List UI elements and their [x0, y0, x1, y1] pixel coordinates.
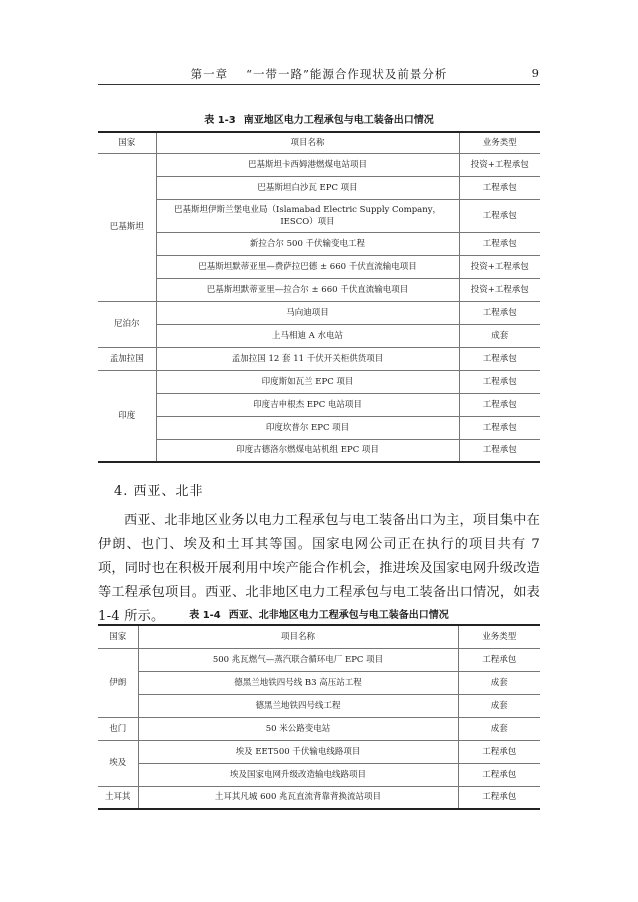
country-cell: 巴基斯坦: [98, 153, 156, 301]
table-row: [98, 199, 540, 232]
country-cell: 伊朗: [98, 648, 138, 717]
table-row: [98, 232, 540, 255]
type-cell: 投资+工程承包: [459, 255, 540, 278]
table-row: [98, 393, 540, 416]
table2-header-row: [98, 625, 540, 648]
project-cell: 印度吉申根杰 EPC 电站项目: [156, 393, 459, 416]
table-row: [98, 439, 540, 462]
table-row: [98, 763, 540, 786]
table1-caption-text: 南亚地区电力工程承包与电工装备出口情况: [243, 115, 434, 126]
table1-header-row: [98, 132, 540, 153]
chapter-title: [98, 66, 540, 82]
table-row: [98, 301, 540, 324]
table-row: [98, 153, 540, 176]
type-cell: 成套: [458, 671, 540, 694]
country-cell: 印度: [98, 370, 156, 462]
table-row: [98, 278, 540, 301]
type-cell: 成套: [458, 717, 540, 740]
country-cell: 孟加拉国: [98, 347, 156, 370]
table-row: [98, 694, 540, 717]
table1-caption: [98, 111, 540, 126]
project-cell: 土耳其凡城 600 兆瓦直流背靠背换流站项目: [138, 786, 458, 809]
project-cell: 马向迪项目: [156, 301, 459, 324]
header-project: 项目名称: [156, 132, 459, 153]
type-cell: 工程承包: [458, 786, 540, 809]
table2-caption-number: 表 1-4: [189, 610, 221, 621]
table-row: [98, 717, 540, 740]
table2-caption-text: 西亚、北非地区电力工程承包与电工装备出口情况: [228, 610, 449, 621]
project-cell: 印度古德洛尔燃煤电站机组 EPC 项目: [156, 439, 459, 462]
project-cell: 50 米公路变电站: [138, 717, 458, 740]
table-row: [98, 176, 540, 199]
project-cell: 巴基斯坦默蒂亚里—费萨拉巴德 ± 660 千伏直流输电项目: [156, 255, 459, 278]
type-cell: 工程承包: [459, 393, 540, 416]
type-cell: 投资+工程承包: [459, 278, 540, 301]
table-row: [98, 786, 540, 809]
table2: [98, 624, 540, 810]
country-cell: 土耳其: [98, 786, 138, 809]
type-cell: 工程承包: [459, 416, 540, 439]
country-cell: 埃及: [98, 740, 138, 786]
project-cell: 孟加拉国 12 套 11 千伏开关柜供货项目: [156, 347, 459, 370]
table2-caption: [98, 606, 540, 621]
table1: [98, 131, 540, 463]
page-number: 9: [531, 66, 540, 80]
project-cell: 上马相迪 A 水电站: [156, 324, 459, 347]
table-row: [98, 416, 540, 439]
type-cell: 成套: [458, 694, 540, 717]
chapter-name: “一带一路”能源合作现状及前景分析: [246, 67, 448, 81]
table-row: [98, 370, 540, 393]
project-cell: 印度斯如瓦兰 EPC 项目: [156, 370, 459, 393]
table1-caption-number: 表 1-3: [204, 115, 236, 126]
chapter-label: 第一章: [190, 67, 229, 81]
type-cell: 工程承包: [459, 232, 540, 255]
running-header: [98, 62, 540, 85]
project-cell: 巴基斯坦伊斯兰堡电业局（Islamabad Electric Supply Company，IESCO）项目: [156, 199, 459, 232]
table-row: [98, 671, 540, 694]
table-row: [98, 347, 540, 370]
type-cell: 工程承包: [458, 763, 540, 786]
type-cell: 工程承包: [459, 176, 540, 199]
project-cell: 埃及 EET500 千伏输电线路项目: [138, 740, 458, 763]
header-project: 项目名称: [138, 625, 458, 648]
project-cell: 新拉合尔 500 千伏输变电工程: [156, 232, 459, 255]
project-cell: 德黑兰地铁四号线 B3 高压站工程: [138, 671, 458, 694]
country-cell: 尼泊尔: [98, 301, 156, 347]
project-cell: 巴基斯坦白沙瓦 EPC 项目: [156, 176, 459, 199]
header-type: 业务类型: [459, 132, 540, 153]
table-row: [98, 255, 540, 278]
project-cell: 埃及国家电网升级改造输电线路项目: [138, 763, 458, 786]
type-cell: 工程承包: [459, 439, 540, 462]
type-cell: 成套: [459, 324, 540, 347]
type-cell: 投资+工程承包: [459, 153, 540, 176]
project-cell: 印度坎普尔 EPC 项目: [156, 416, 459, 439]
type-cell: 工程承包: [458, 648, 540, 671]
type-cell: 工程承包: [458, 740, 540, 763]
section-heading: 4. 西亚、北非: [114, 484, 204, 499]
type-cell: 工程承包: [459, 370, 540, 393]
project-cell: 德黑兰地铁四号线工程: [138, 694, 458, 717]
type-cell: 工程承包: [459, 199, 540, 232]
table-row: [98, 324, 540, 347]
type-cell: 工程承包: [459, 301, 540, 324]
project-cell: 500 兆瓦燃气—蒸汽联合循环电厂 EPC 项目: [138, 648, 458, 671]
type-cell: 工程承包: [459, 347, 540, 370]
header-country: 国家: [98, 132, 156, 153]
table-row: [98, 740, 540, 763]
country-cell: 也门: [98, 717, 138, 740]
project-cell: 巴基斯坦默蒂亚里—拉合尔 ± 660 千伏直流输电项目: [156, 278, 459, 301]
header-country: 国家: [98, 625, 138, 648]
header-type: 业务类型: [458, 625, 540, 648]
project-cell: 巴基斯坦卡西姆港燃煤电站项目: [156, 153, 459, 176]
body-paragraph: 西亚、北非地区业务以电力工程承包与电工装备出口为主，项目集中在伊朗、也门、埃及和土耳其等国。国家电网公司正在执行的项目共有 7 项，同时也在积极开展利用中埃产能合作机会，推进埃及国家电网升级改造等工程承包项目。西亚、北非地区电力工程承包与电工装备出口情况，如表 1-4 所示。: [98, 513, 540, 624]
table-row: [98, 648, 540, 671]
